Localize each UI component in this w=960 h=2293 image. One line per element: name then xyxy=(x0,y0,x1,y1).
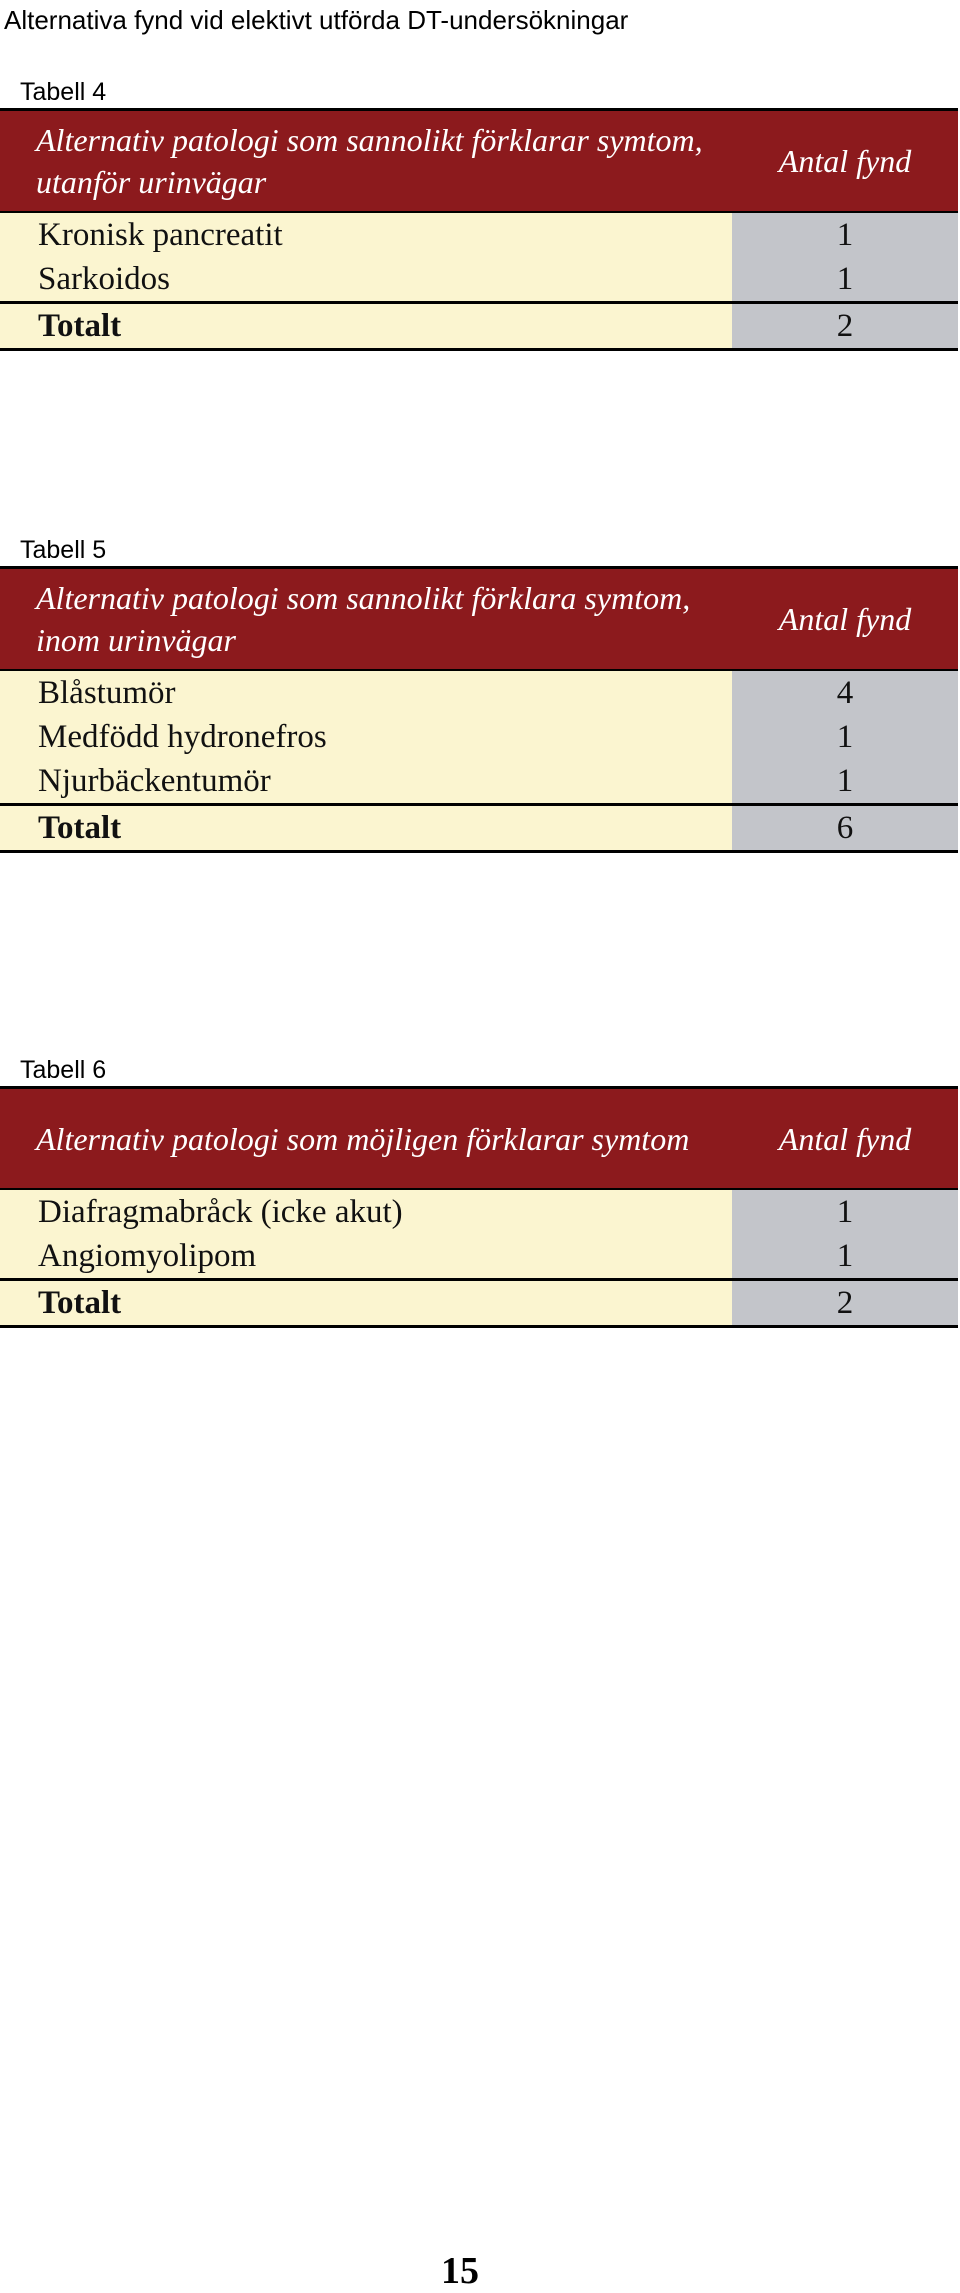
findings-table xyxy=(0,111,958,351)
header-label: Alternativ patologi som sannolikt förklarar symtom, utanför urinvägar xyxy=(0,111,732,212)
table-6 xyxy=(0,1054,958,1328)
table-header-row xyxy=(0,111,958,212)
table-row xyxy=(0,1189,958,1234)
table-caption: Tabell 6 xyxy=(0,1054,958,1089)
header-count: Antal fynd xyxy=(732,569,958,670)
table-row xyxy=(0,257,958,303)
row-count: 1 xyxy=(732,257,958,303)
row-label: Blåstumör xyxy=(0,670,732,715)
table-5 xyxy=(0,534,958,853)
page-heading: Alternativa fynd vid elektivt utförda DT-undersökningar xyxy=(4,5,629,35)
total-label: Totalt xyxy=(0,1280,732,1327)
row-count: 1 xyxy=(732,212,958,257)
total-row xyxy=(0,1280,958,1327)
table-4 xyxy=(0,76,958,351)
row-count: 1 xyxy=(732,1234,958,1280)
row-count: 1 xyxy=(732,1189,958,1234)
row-label: Sarkoidos xyxy=(0,257,732,303)
table-row xyxy=(0,670,958,715)
table-header-row xyxy=(0,1089,958,1189)
table-caption: Tabell 4 xyxy=(0,76,958,111)
row-label: Njurbäckentumör xyxy=(0,759,732,805)
row-count: 1 xyxy=(732,759,958,805)
row-label: Diafragmabråck (icke akut) xyxy=(0,1189,732,1234)
table-row xyxy=(0,759,958,805)
total-row xyxy=(0,805,958,852)
row-label: Kronisk pancreatit xyxy=(0,212,732,257)
header-count: Antal fynd xyxy=(732,1089,958,1189)
row-label: Angiomyolipom xyxy=(0,1234,732,1280)
header-label: Alternativ patologi som sannolikt förklara symtom, inom urinvägar xyxy=(0,569,732,670)
page-number: 15 xyxy=(441,2250,479,2292)
findings-table xyxy=(0,1089,958,1328)
header-count: Antal fynd xyxy=(732,111,958,212)
total-count: 2 xyxy=(732,1280,958,1327)
table-row xyxy=(0,715,958,759)
total-label: Totalt xyxy=(0,303,732,350)
header-label: Alternativ patologi som möjligen förklarar symtom xyxy=(0,1089,732,1189)
total-count: 2 xyxy=(732,303,958,350)
table-header-row xyxy=(0,569,958,670)
total-label: Totalt xyxy=(0,805,732,852)
row-count: 1 xyxy=(732,715,958,759)
total-count: 6 xyxy=(732,805,958,852)
total-row xyxy=(0,303,958,350)
row-count: 4 xyxy=(732,670,958,715)
row-label: Medfödd hydronefros xyxy=(0,715,732,759)
table-row xyxy=(0,1234,958,1280)
table-caption: Tabell 5 xyxy=(0,534,958,569)
table-row xyxy=(0,212,958,257)
findings-table xyxy=(0,569,958,853)
